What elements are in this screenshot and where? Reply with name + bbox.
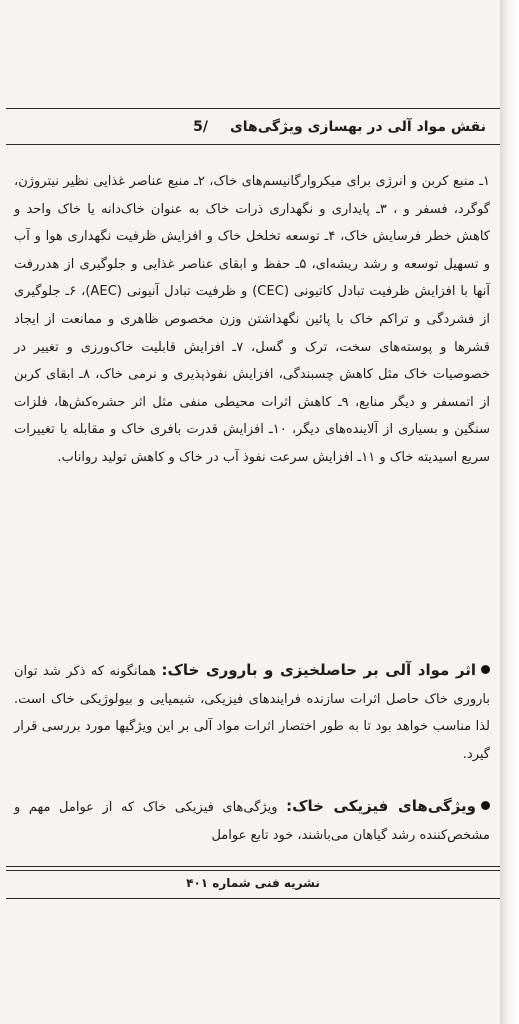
header-top-rule	[6, 108, 500, 109]
section-physical-heading: ویژگی‌های فیزیکی خاک:	[286, 797, 476, 815]
header-title: نقش مواد آلی در بهسازی ویژگی‌های	[229, 119, 486, 135]
header-bottom-rule	[6, 144, 500, 145]
section-fertility-text: همانگونه که ذکر شد توان باروری خاک حاصل اثرات سازنده فرایندهای فیزیکی، شیمیایی و بیولوژیکی خاک است. لذا مناسب خواهد بود تا به طور اختصار اثرات مواد آلی بر این ویژگیها مورد بررسی قرار گیرد.	[14, 664, 490, 762]
intro-paragraph: ۱ـ منبع کربن و انرژی برای میکروارگانیسم‌های خاک، ۲ـ منبع عناصر غذایی نظیر نیتروژن، گوگرد، فسفر و ، ۳ـ پایداری و نگهداری ذرات خاک به عنوان خاک‌دانه یا خاک واحد و کاهش خطر فرسایش خاک، ۴ـ توسعه تخلخل خاک و افزایش ظرفیت نگهداری هوا و آب و تسهیل توسعه و رشد ریشه‌ای، ۵ـ حفظ و ابقای عناصر غذایی و جلوگیری از هدررفت آنها با افزایش ظرفیت تبادل کاتیونی (CEC) و ظرفیت تبادل آنیونی (AEC)، ۶ـ جلوگیری از فشردگی و تراکم خاک با پائین نگهداشتن وزن مخصوص ظاهری و ممانعت از ایجاد قشرها و پوسته‌های سخت، ترک و گسل، ۷ـ افزایش قابلیت خاک‌ورزی و تغییر در خصوصیات خاک مثل کاهش چسبندگی، افزایش نفوذپذیری و نرمی خاک، ۸ـ ابقای کربن از اتمسفر و دیگر منابع، ۹ـ کاهش اثرات محیطی منفی مثل اثر حشره‌کش‌ها، فلزات سنگین و بسیاری از آلاینده‌های دیگر، ۱۰ـ افزایش قدرت بافری خاک و مقابله با تغییرات سریع اسیدیته خاک و ۱۱ـ افزایش سرعت نفوذ آب در خاک و کاهش تولید رواناب.	[14, 174, 491, 465]
footer-top-rule	[6, 866, 500, 867]
section-fertility-heading: اثر مواد آلی بر حاصلخیزی و باروری خاک:	[161, 661, 476, 679]
page-edge	[500, 0, 519, 1024]
footer-top-rule-2	[6, 870, 500, 871]
section-physical-text: ویژگی‌های فیزیکی خاک که از عوامل مهم و مشخص‌کننده رشد گیاهان می‌باشند، خود تابع عوامل	[14, 800, 490, 843]
footer-publication: نشریه فنی شماره ۴۰۱	[186, 876, 320, 890]
bullet-icon	[481, 665, 490, 674]
section-physical	[14, 793, 490, 849]
section-fertility	[14, 657, 490, 768]
bullet-icon	[481, 801, 490, 810]
header-page-number: /5	[193, 119, 208, 135]
footer-bottom-rule	[6, 898, 500, 899]
page-header	[6, 113, 500, 141]
